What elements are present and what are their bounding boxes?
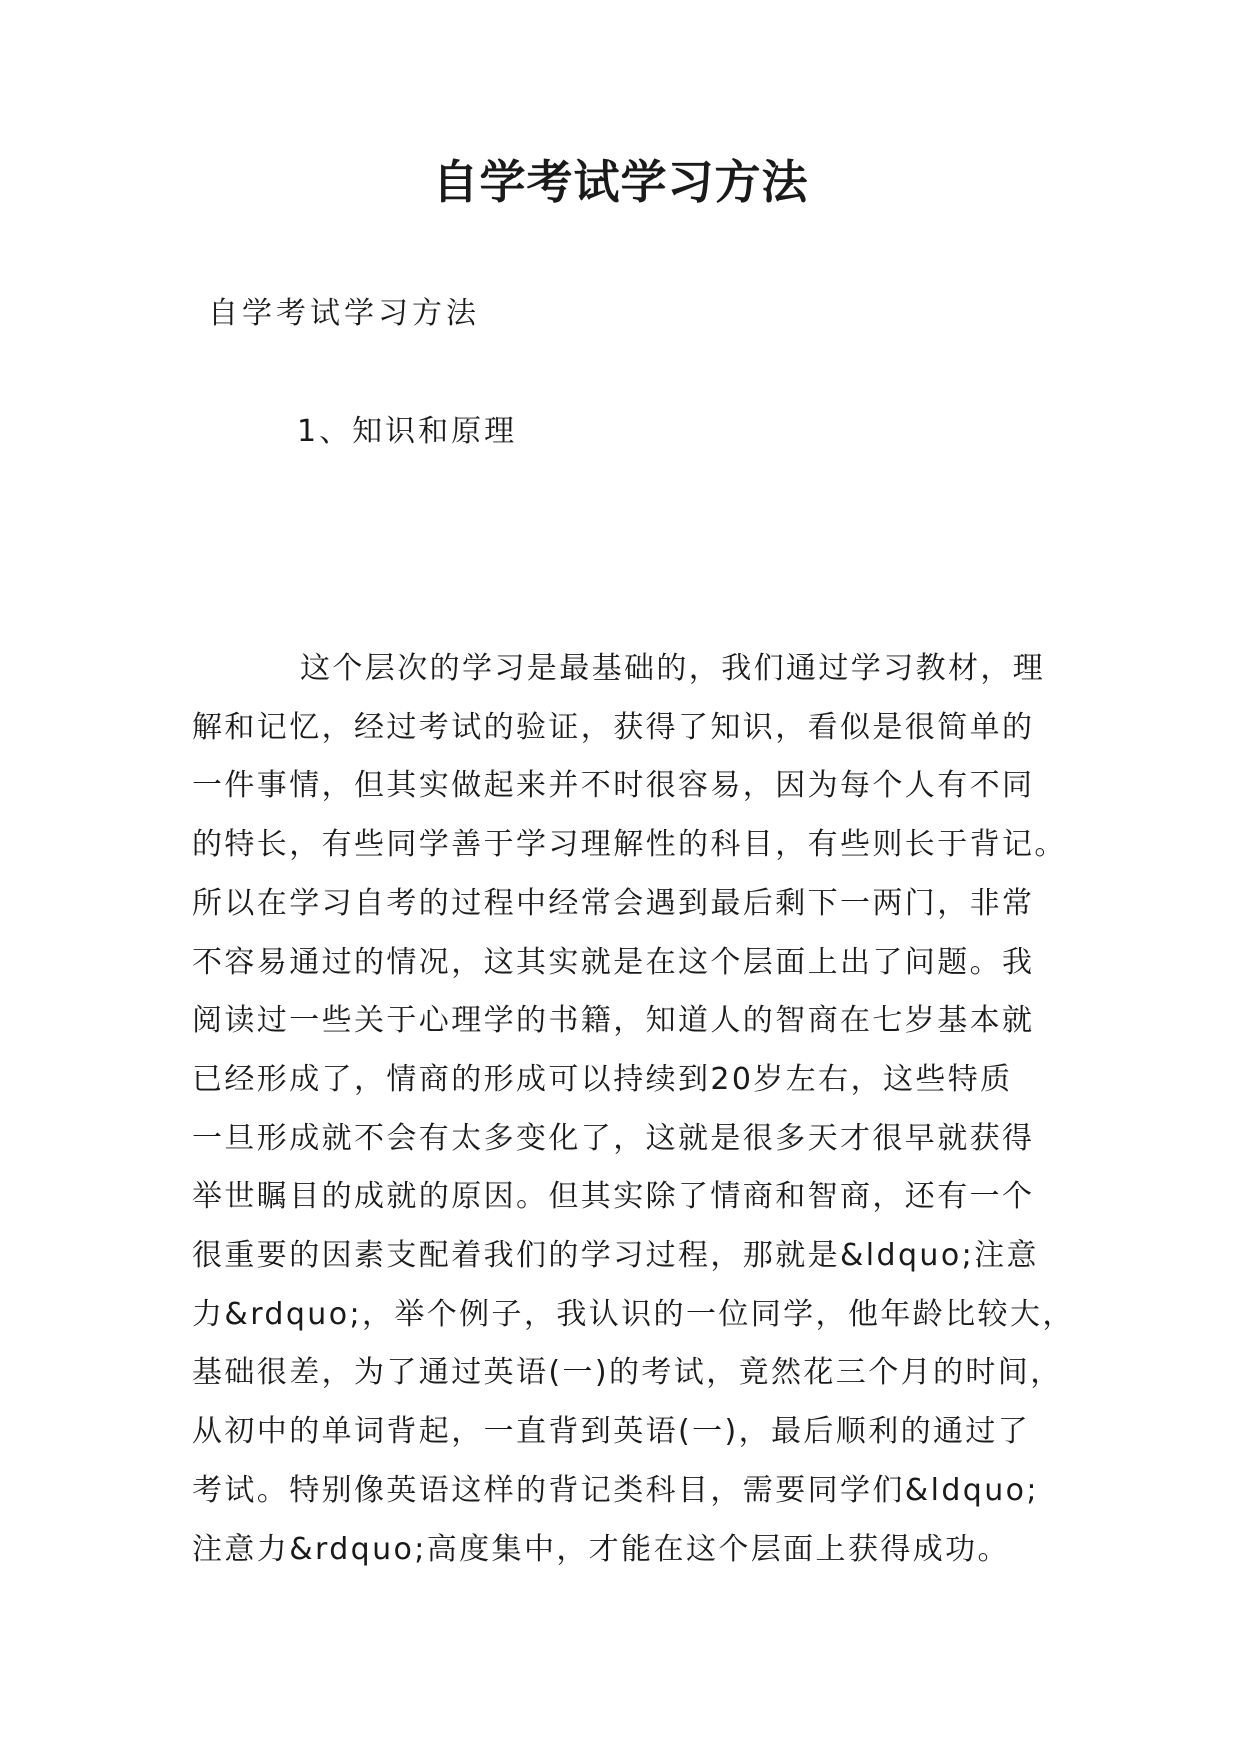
paragraph-line: 已经形成了，情商的形成可以持续到20岁左右，这些特质 xyxy=(192,1061,1013,1097)
section-heading: 1、知识和原理 xyxy=(297,414,518,449)
paragraph-line: 解和记忆，经过考试的验证，获得了知识，看似是很简单的 xyxy=(192,709,1035,745)
paragraph-line: 阅读过一些关于心理学的书籍，知道人的智商在七岁基本就 xyxy=(192,1003,1035,1039)
paragraph-line: 从初中的单词背起，一直背到英语(一)，最后顺利的通过了 xyxy=(192,1414,1031,1450)
paragraph-line: 的特长，有些同学善于学习理解性的科目，有些则长于背记。 xyxy=(192,827,1067,863)
paragraph-line: 不容易通过的情况，这其实就是在这个层面上出了问题。我 xyxy=(192,944,1035,980)
paragraph-line: 力&rdquo;，举个例子，我认识的一位同学，他年龄比较大， xyxy=(192,1296,1075,1332)
paragraph-line: 基础很差，为了通过英语(一)的考试，竟然花三个月的时间， xyxy=(192,1355,1063,1391)
paragraph-line: 注意力&rdquo;高度集中，才能在这个层面上获得成功。 xyxy=(192,1531,1010,1567)
body-paragraph xyxy=(192,640,1075,1579)
document-subtitle: 自学考试学习方法 xyxy=(208,296,480,331)
document-title: 自学考试学习方法 xyxy=(432,155,809,209)
paragraph-line: 很重要的因素支配着我们的学习过程，那就是&ldquo;注意 xyxy=(192,1238,1039,1274)
paragraph-line: 一旦形成就不会有太多变化了，这就是很多天才很早就获得 xyxy=(192,1120,1035,1156)
paragraph-line: 这个层次的学习是最基础的，我们通过学习教材，理 xyxy=(300,651,1046,686)
paragraph-line: 举世瞩目的成就的原因。但其实除了情商和智商，还有一个 xyxy=(192,1179,1035,1215)
paragraph-line: 考试。特别像英语这样的背记类科目，需要同学们&ldquo; xyxy=(192,1472,1039,1508)
paragraph-line: 一件事情，但其实做起来并不时很容易，因为每个人有不同 xyxy=(192,768,1035,804)
paragraph-line: 所以在学习自考的过程中经常会遇到最后剩下一两门，非常 xyxy=(192,885,1035,921)
